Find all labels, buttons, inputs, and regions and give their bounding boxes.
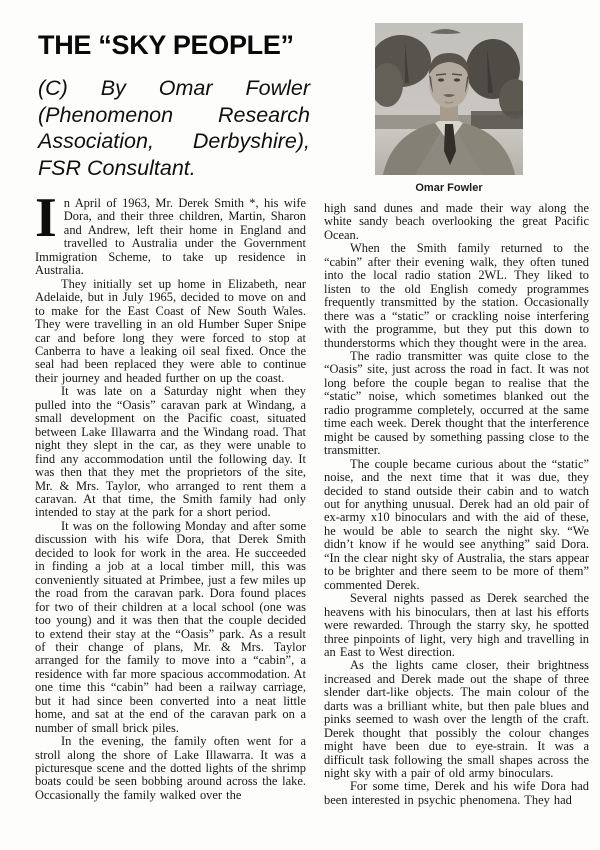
photo-figure (375, 23, 523, 195)
paragraph: Several nights passed as Derek searched the heavens with his binoculars, then at last his efforts were rewarded. Through the starry sky, he spotted three pinpoints of light, very high and travelling in an East to West direction. (324, 591, 589, 659)
paragraph: It was late on a Saturday night when they pulled into the “Oasis” caravan park at Windang, a small development on the Pacific coast, situated between Lake Illawarra and the Windang road. That night they slept in the car, as they were unable to find any accommodation until the following day. It was then that they met the proprietors of the site, Mr. & Mrs. Taylor, who arranged to rent them a caravan. At that time, the Smith family had only intended to stay at the park for a short period. (35, 384, 306, 520)
paragraph: In the evening, the family often went for a stroll along the shore of Lake Illawarra. It was a picturesque scene and the dotted lights of the shrimp boats could be seen bobbing around across the lake. Occasionally the family walked over the (35, 734, 306, 802)
left-column (35, 187, 306, 802)
paragraph: It was on the following Monday and after some discussion with his wife Dora, that Derek Smith decided to look for work in the area. He succeeded in finding a job at a local timber mill, this was conveniently situated at Primbee, just a few miles up the road from the caravan park. Dora found places for two of their children at a local school (one was too young) and it was then that the couple decided to extend their stay at the “Oasis” park. As a result of their change of plans, Mr. & Mrs. Taylor arranged for the family to move into a “cabin”, a residence with far more spacious accommodation. At one time this “cabin” had been a railway carriage, but it had since been converted into a neat little home, and sat at the end of the caravan park on a number of small brick piles. (35, 518, 306, 735)
paragraph: For some time, Derek and his wife Dora had been interested in psychic phenomena. They had (324, 779, 589, 807)
paragraph: When the Smith family returned to the “cabin” after their evening walk, they often tuned into the local radio station 2WL. They liked to listen to the old English comedy programmes frequently transmitted by the station. Occasionally there was a “static” or crackling noise interfering with the programme, but they put this down to thunderstorms which they thought were in the area. (324, 241, 589, 350)
drop-cap: I (35, 187, 57, 249)
article-header (38, 30, 310, 181)
byline: (C) By Omar Fowler (Phenomenon Research Association, Derbyshire), FSR Consultant. (38, 76, 310, 180)
paragraph: They initially set up home in Elizabeth, near Adelaide, but in July 1965, decided to move on and to make for the East Coast of New South Wales. They were travelling in an old Humber Super Snipe car and before long they were forced to stop at Canberra to have a leaking oil seal fixed. Once the seal had been replaced they were able to continue their journey and headed further on up the coast. (35, 276, 306, 385)
page-title: THE “SKY PEOPLE” (38, 30, 294, 60)
paragraph-text: n April of 1963, Mr. Derek Smith *, his wife Dora, and their three children, Martin, Sharon and Andrew, left their home in England and travelled to Australia under the Government Immigration Scheme, to take up residence in Australia. (35, 196, 306, 278)
paragraph: The radio transmitter was quite close to the “Oasis” site, just across the road in fact. It was not long before the couple began to realise that the “static” noise, which sometimes blanked out the radio programme completely, occurred at the same time each week. Derek thought that the interference might be caused by something passing close to the transmitter. (324, 348, 589, 458)
paragraph: The couple became curious about the “static” noise, and the next time that it was due, they decided to stand outside their cabin and to watch out for anything unusual. Derek had an old pair of ex-army x10 binoculars and with the aid of these, he would be able to search the night sky. “We didn’t know if he would see anything” said Dora. “In the clear night sky of Australia, the stars appear to be brighter and there seem to be more of them” commented Derek. (324, 456, 589, 592)
paragraph (35, 187, 306, 278)
paragraph: As the lights came closer, their brightness increased and Derek made out the shape of three slender dart-like objects. The main colour of the darts was a brilliant white, but then pale blues and pinks seemed to wash over the length of the craft. Derek thought that possibly the colour changes might have been due to eye-strain. It was a difficult task following the small shapes across the night sky with a pair of old army binoculars. (324, 658, 589, 781)
photo-caption: Omar Fowler (415, 182, 483, 194)
paragraph: high sand dunes and made their way along the white sandy beach overlooking the great Pacific Ocean. (324, 201, 589, 242)
right-column (324, 202, 589, 807)
omar-fowler-photo (375, 23, 523, 175)
